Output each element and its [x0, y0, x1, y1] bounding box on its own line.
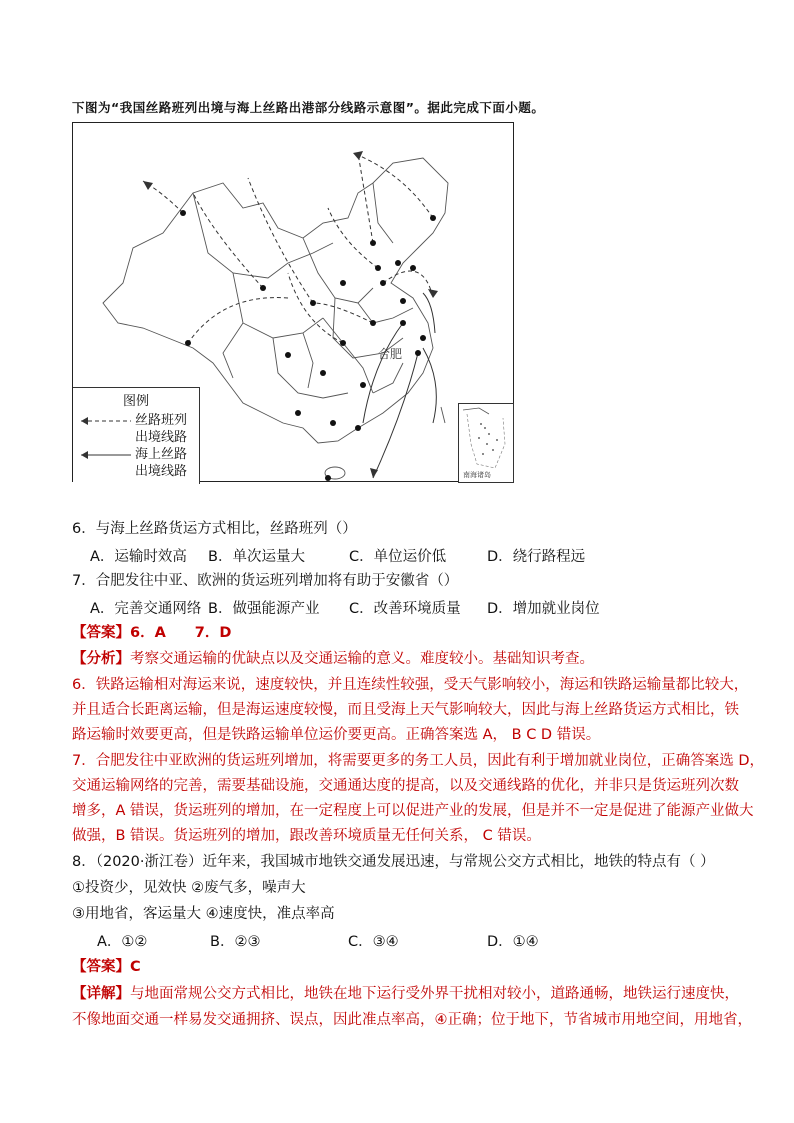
explanation-7-line4: 做强，B 错误。货运班列的增加，跟改善环境质量无任何关系， C 错误。	[72, 828, 541, 844]
q8-option-a: A．①②	[97, 934, 148, 950]
question-7-stem: 7．合肥发往中亚、欧洲的货运班列增加将有助于安徽省（）	[72, 573, 459, 589]
detail-line2: 不像地面交通一样易发交通拥挤、误点，因此准点率高，④正确；位于地下，节省城市用地空间，用地省，	[72, 1012, 752, 1028]
q6-option-c: C．单位运价低	[349, 549, 447, 565]
analysis: 【分析】考察交通运输的优缺点以及交通运输的意义。难度较小。基础知识考查。	[72, 651, 594, 667]
legend-title: 图例	[123, 394, 150, 409]
answer-8: 【答案】C	[72, 959, 141, 975]
q7-option-d: D．增加就业岗位	[487, 601, 600, 617]
q7-option-a: A．完善交通网络	[90, 601, 202, 617]
q6-option-b: B．单次运量大	[208, 549, 305, 565]
route-map	[72, 122, 514, 482]
q8-option-b: B．②③	[210, 934, 261, 950]
hefei-label: 合肥	[378, 347, 403, 361]
q8-statements-1: ①投资少，见效快 ②废气多，噪声大	[72, 880, 306, 896]
legend-silk-rail: 丝路班列 出境线路	[135, 413, 188, 445]
q7-option-b: B．做强能源产业	[208, 601, 320, 617]
detail-line1: 【详解】与地面常规公交方式相比，地铁在地下运行受外界干扰相对较小，道路通畅，地铁运行速度快，	[72, 986, 739, 1002]
answer-6-7: 【答案】6．A 7．D	[72, 625, 232, 641]
explanation-7-line2: 交通运输网络的完善，需要基础设施，交通通达度的提高，以及交通线路的优化，并非只是货运班列次数	[72, 778, 739, 794]
legend-line-icons	[77, 408, 137, 488]
question-6-stem: 6．与海上丝路货运方式相比，丝路班列（）	[72, 521, 357, 537]
explanation-7-line1: 7．合肥发往中亚欧洲的货运班列增加，将需要更多的务工人员，因此有利于增加就业岗位，正确答案选 D，	[72, 753, 764, 769]
south-sea-inset	[458, 403, 514, 483]
map-legend	[73, 387, 200, 484]
q6-option-a: A．运输时效高	[90, 549, 187, 565]
explanation-6-line2: 并且适合长距离运输，但是海运速度较慢，而且受海上天气影响较大，因此与海上丝路货运方式相比，铁	[72, 702, 739, 718]
q8-statements-2: ③用地省，客运量大 ④速度快，准点率高	[72, 906, 335, 922]
legend-sea-route: 海上丝路 出境线路	[135, 447, 188, 479]
explanation-6-line1: 6．铁路运输相对海运来说，速度较快，并且连续性较强，受天气影响较小，海运和铁路运输量都比较大，	[72, 677, 749, 693]
intro-text: 下图为“我国丝路班列出境与海上丝路出港部分线路示意图”。据此完成下面小题。	[72, 100, 545, 115]
inset-label: 南海诸岛	[463, 471, 491, 479]
q6-option-d: D．绕行路程远	[487, 549, 586, 565]
question-8-stem: 8．（2020·浙江卷）近年来，我国城市地铁交通发展迅速，与常规公交方式相比，地铁的特点有（ ）	[72, 854, 715, 870]
q7-option-c: C．改善环境质量	[349, 601, 461, 617]
q8-option-d: D．①④	[487, 934, 539, 950]
explanation-6-line3: 路运输时效要更高，但是铁路运输单位运价要更高。正确答案选 A， B C D 错误。	[72, 727, 601, 743]
explanation-7-line3: 增多，A 错误，货运班列的增加，在一定程度上可以促进产业的发展，但是并不一定是促进了能源产业做大	[72, 803, 754, 819]
q8-option-c: C．③④	[348, 934, 399, 950]
